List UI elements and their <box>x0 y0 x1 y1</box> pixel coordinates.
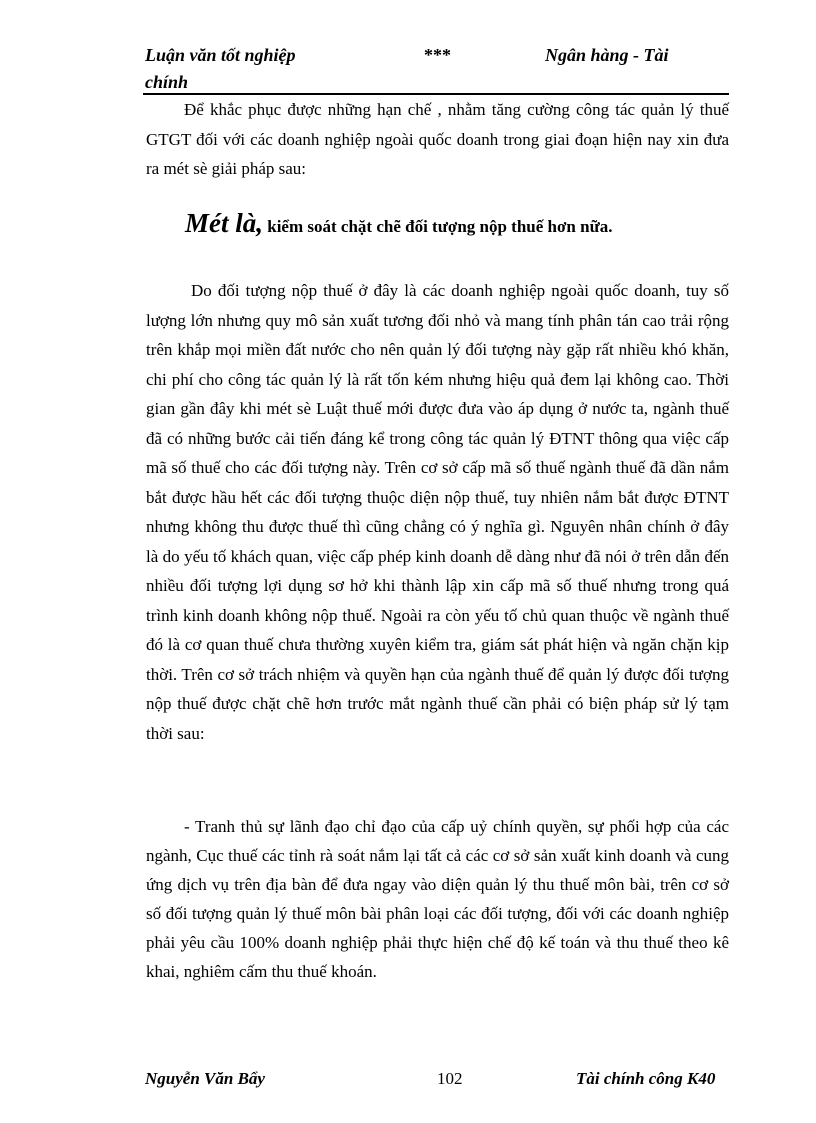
bullet-paragraph: - Tranh thủ sự lãnh đạo chỉ đạo của cấp uỷ chính quyền, sự phối hợp của các ngành, Cục thuế các tỉnh rà soát nắm lại tất cả các cơ sở sản xuất kinh doanh và cung ứng dịch vụ trên địa bàn để đưa ngay vào diện quản lý thu thuế môn bài, trên cơ sở số đối tượng quản lý thuế môn bài phân loại các đối tượng, đối với các doanh nghiệp phải yêu cầu 100% doanh nghiệp phải thực hiện chế độ kế toán và thu thuế theo kê khai, nghiêm cấm thu thuế khoán. <box>146 817 729 981</box>
section-heading-lead: Mét là, <box>185 208 263 238</box>
intro-paragraph: Để khắc phục được những hạn chế , nhằm tăng cường công tác quản lý thuế GTGT đối với các doanh nghiệp ngoài quốc doanh trong giai đoạn hiện nay xin đưa ra mét sè giải pháp sau: <box>146 100 729 178</box>
footer-course: Tài chính công K40 <box>576 1069 716 1088</box>
header-title-left: Luận văn tốt nghiệp <box>145 45 296 65</box>
section-heading <box>185 208 613 239</box>
footer-author: Nguyễn Văn Bẩy <box>145 1069 265 1088</box>
body-paragraph: Do đối tượng nộp thuế ở đây là các doanh nghiệp ngoài quốc doanh, tuy số lượng lớn nhưng quy mô sản xuất tương đối nhỏ và mang tính phân tán cao trải rộng trên khắp mọi miền đất nước cho nên quản lý đối tượng này gặp rất nhiều khó khăn, chi phí cho công tác quản lý là rất tốn kém nhưng hiệu quả đem lại không cao. Thời gian gần đây khi mét sè Luật thuế mới được đưa vào áp dụng ở nước ta, ngành thuế đã có những bước cải tiến đáng kể trong công tác quản lý ĐTNT thông qua việc cấp mã số thuế cho các đối tượng này. Trên cơ sở cấp mã số thuế ngành thuế đã dần nắm bắt được hầu hết các đối tượng thuộc diện nộp thuế, tuy nhiên nắm bắt được ĐTNT nhưng không thu được thuế thì cũng chẳng có ý nghĩa gì. Nguyên nhân chính ở đây là do yếu tố khách quan, việc cấp phép kinh doanh dễ dàng như đã nói ở trên dẫn đến nhiều đối tượng lợi dụng sơ hở khi thành lập xin cấp mã số thuế nhưng trong quá trình kinh doanh không nộp thuế. Ngoài ra còn yếu tố chủ quan thuộc về ngành thuế đó là cơ quan thuế chưa thường xuyên kiểm tra, giám sát phát hiện và ngăn chặn kịp thời. Trên cơ sở trách nhiệm và quyền hạn của ngành thuế để quản lý được đối tượng nộp thuế được chặt chẽ hơn trước mắt ngành thuế cần phải có biện pháp sử lý tạm thời sau: <box>146 281 729 743</box>
footer-page-number: 102 <box>437 1069 463 1088</box>
section-heading-text: kiểm soát chặt chẽ đối tượng nộp thuế hơn nữa. <box>263 217 613 236</box>
header-separator-stars: *** <box>424 45 451 65</box>
header-title-left-continued: chính <box>145 72 189 92</box>
header-title-right: Ngân hàng - Tài <box>545 45 669 65</box>
